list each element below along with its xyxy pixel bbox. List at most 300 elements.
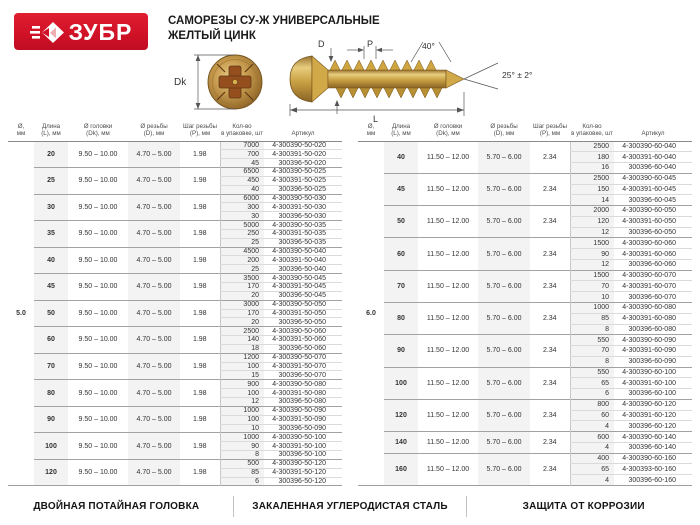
article-cell: 4-300391-60-045 xyxy=(614,184,692,195)
quantity-cell: 85 xyxy=(220,468,264,477)
table-row xyxy=(8,247,342,256)
pitch-cell: 1.98 xyxy=(192,150,207,158)
article-cell: 4-300390-50-030 xyxy=(264,194,342,203)
table-row xyxy=(8,327,342,336)
quantity-cell: 45 xyxy=(220,159,264,168)
length-cell: 100 xyxy=(384,367,418,399)
head-diameter-cell: 9.50 – 10.00 xyxy=(68,380,128,407)
quantity-cell: 150 xyxy=(570,184,614,195)
article-cell: 4-300391-60-060 xyxy=(614,249,692,260)
article-cell: 4-300391-50-080 xyxy=(264,389,342,398)
column-header: Ø, мм xyxy=(358,118,384,141)
article-cell: 300396-50-025 xyxy=(278,186,326,194)
article-cell: 300396-50-050 xyxy=(278,318,326,326)
column-header: Ø резьбы (D), мм xyxy=(478,118,530,141)
article-cell: 4-300390-60-045 xyxy=(614,173,692,184)
quantity-cell: 14 xyxy=(570,195,614,206)
article-cell: 300396-60-090 xyxy=(628,358,676,366)
article-cell: 4-300391-60-090 xyxy=(614,346,692,357)
column-header: Артикул xyxy=(264,118,342,141)
article-cell: 300396-60-140 xyxy=(628,444,676,452)
length-cell: 45 xyxy=(34,274,68,301)
thread-diameter-cell: 4.70 – 5.00 xyxy=(128,327,180,354)
pitch-cell: 2.34 xyxy=(530,453,570,485)
thread-diameter-cell: 4.70 – 5.00 xyxy=(128,380,180,407)
article-cell: 4-300391-60-100 xyxy=(614,378,692,389)
article-cell: 4-300391-60-070 xyxy=(614,281,692,292)
quantity-cell: 450 xyxy=(220,176,264,185)
article-cell: 4-300390-60-040 xyxy=(614,141,692,152)
thread-diameter-cell: 4.70 – 5.00 xyxy=(128,433,180,460)
column-header: Артикул xyxy=(614,118,692,141)
quantity-cell: 900 xyxy=(220,380,264,389)
head-diameter-cell: 11.50 – 12.00 xyxy=(418,399,478,431)
quantity-cell: 18 xyxy=(220,344,264,353)
quantity-cell: 140 xyxy=(220,336,264,345)
table-row xyxy=(8,353,342,362)
quantity-cell: 6000 xyxy=(220,194,264,203)
length-cell: 40 xyxy=(384,141,418,173)
quantity-cell: 3000 xyxy=(220,300,264,309)
head-diameter-cell: 9.50 – 10.00 xyxy=(68,247,128,274)
head-diameter-cell: 11.50 – 12.00 xyxy=(426,153,470,161)
quantity-cell: 16 xyxy=(570,163,614,174)
quantity-cell: 100 xyxy=(220,415,264,424)
quantity-cell: 30 xyxy=(220,212,264,221)
d-label: D xyxy=(318,39,325,49)
table-row xyxy=(358,432,692,443)
article-cell: 4-300390-50-020 xyxy=(264,141,342,150)
zubr-logo xyxy=(14,13,148,50)
length-cell: 50 xyxy=(34,300,68,327)
pitch-cell: 2.34 xyxy=(530,399,570,431)
article-cell: 4-300391-60-080 xyxy=(614,313,692,324)
table-row xyxy=(8,141,342,150)
article-cell: 4-300390-50-070 xyxy=(264,353,342,362)
pitch-cell: 1.98 xyxy=(180,406,220,433)
table-row xyxy=(8,459,342,468)
quantity-cell: 120 xyxy=(570,216,614,227)
quantity-cell: 4 xyxy=(570,475,614,486)
quantity-cell: 7000 xyxy=(220,141,264,150)
screw-head-top-view xyxy=(208,55,262,109)
thread-diameter-cell: 4.70 – 5.00 xyxy=(128,168,180,195)
quantity-cell: 10 xyxy=(570,292,614,303)
table-row xyxy=(8,274,342,283)
article-cell: 300396-60-040 xyxy=(628,164,676,172)
head-diameter-cell: 9.50 – 10.00 xyxy=(78,150,118,158)
quantity-cell: 700 xyxy=(220,150,264,159)
pitch-cell: 2.34 xyxy=(530,270,570,302)
head-diameter-cell: 11.50 – 12.00 xyxy=(418,238,478,270)
page-title-line2: ЖЕЛТЫЙ ЦИНК xyxy=(168,29,256,42)
quantity-cell: 4 xyxy=(570,442,614,453)
article-cell: 4-300390-50-080 xyxy=(264,380,342,389)
head-diameter-cell: 11.50 – 12.00 xyxy=(418,302,478,334)
head-diameter-cell: 11.50 – 12.00 xyxy=(418,367,478,399)
pitch-cell: 1.98 xyxy=(180,247,220,274)
pitch-cell: 2.34 xyxy=(530,173,570,205)
thread-diameter-cell: 5.70 – 6.00 xyxy=(478,141,530,173)
spec-table-diameter-5 xyxy=(8,118,342,486)
pitch-cell: 1.98 xyxy=(180,433,220,460)
length-cell: 120 xyxy=(384,399,418,431)
thread-diameter-cell: 4.70 – 5.00 xyxy=(128,247,180,274)
article-cell: 4-300390-50-045 xyxy=(264,274,342,283)
head-diameter-cell: 9.50 – 10.00 xyxy=(68,300,128,327)
quantity-cell: 2000 xyxy=(570,206,614,217)
quantity-cell: 170 xyxy=(220,283,264,292)
length-cell: 40 xyxy=(34,247,68,274)
pitch-cell: 1.98 xyxy=(180,274,220,301)
thread-diameter-cell: 5.70 – 6.00 xyxy=(478,453,530,485)
article-cell: 4-300391-50-025 xyxy=(264,176,342,185)
article-cell: 4-300391-50-045 xyxy=(264,283,342,292)
head-diameter-cell: 9.50 – 10.00 xyxy=(68,353,128,380)
quantity-cell: 70 xyxy=(570,346,614,357)
head-diameter-cell: 9.50 – 10.00 xyxy=(68,168,128,195)
table-row xyxy=(358,335,692,346)
pitch-cell: 2.34 xyxy=(530,432,570,454)
article-cell: 300396-50-120 xyxy=(278,477,326,485)
quantity-cell: 400 xyxy=(570,453,614,464)
article-cell: 4-300390-50-025 xyxy=(264,168,342,177)
quantity-cell: 25 xyxy=(220,265,264,274)
length-cell: 80 xyxy=(384,302,418,334)
thread-angle-annotation xyxy=(411,41,451,62)
article-cell: 300396-50-030 xyxy=(278,212,326,220)
quantity-cell: 20 xyxy=(220,291,264,300)
column-header: Длина (L), мм xyxy=(34,118,68,141)
table-row xyxy=(358,302,692,313)
column-header: Длина (L), мм xyxy=(384,118,418,141)
feature-hardened-steel: ЗАКАЛЕННАЯ УГЛЕРОДИСТАЯ СТАЛЬ xyxy=(252,500,448,512)
pitch-cell: 1.98 xyxy=(180,168,220,195)
pitch-cell: 1.98 xyxy=(180,194,220,221)
quantity-cell: 1500 xyxy=(570,270,614,281)
quantity-cell: 300 xyxy=(220,203,264,212)
quantity-cell: 25 xyxy=(220,238,264,247)
quantity-cell: 90 xyxy=(570,249,614,260)
length-label: L xyxy=(373,114,379,124)
thread-diameter-cell: 4.70 – 5.00 xyxy=(128,141,180,168)
article-cell: 4-300393-60-160 xyxy=(614,464,692,475)
thread-diameter-cell: 5.70 – 6.00 xyxy=(478,206,530,238)
table-row xyxy=(8,194,342,203)
table-row xyxy=(8,406,342,415)
quantity-cell: 40 xyxy=(220,185,264,194)
thread-diameter-cell: 4.70 – 5.00 xyxy=(128,274,180,301)
column-header: Ø головки (Dk), мм xyxy=(68,118,128,141)
quantity-cell: 10 xyxy=(220,424,264,433)
quantity-cell: 600 xyxy=(570,432,614,443)
article-cell: 300396-60-080 xyxy=(628,325,676,333)
table-row xyxy=(8,221,342,230)
pitch-cell: 1.98 xyxy=(180,300,220,327)
quantity-cell: 1000 xyxy=(570,302,614,313)
quantity-cell: 500 xyxy=(220,459,264,468)
article-cell: 300396-50-020 xyxy=(278,159,326,167)
column-header: Кол-во в упаковке, шт xyxy=(570,118,614,141)
article-cell: 300396-60-160 xyxy=(628,476,676,484)
head-diameter-cell: 11.50 – 12.00 xyxy=(418,206,478,238)
column-header: Ø головки (Dk), мм xyxy=(418,118,478,141)
thread-diameter-cell: 5.70 – 6.00 xyxy=(478,302,530,334)
thread-diameter-cell: 5.70 – 6.00 xyxy=(478,432,530,454)
pozidriv-recess-icon xyxy=(217,64,253,100)
pitch-cell: 1.98 xyxy=(180,459,220,486)
quantity-cell: 4500 xyxy=(220,247,264,256)
column-header: Ø, мм xyxy=(8,118,34,141)
quantity-cell: 6500 xyxy=(220,168,264,177)
screw-technical-drawing xyxy=(150,36,700,126)
quantity-cell: 90 xyxy=(220,442,264,451)
article-cell: 4-300390-60-160 xyxy=(614,453,692,464)
thread-diameter-cell: 4.70 – 5.00 xyxy=(128,300,180,327)
length-cell: 160 xyxy=(384,453,418,485)
table-row xyxy=(358,399,692,410)
quantity-cell: 550 xyxy=(570,367,614,378)
article-cell: 300396-50-090 xyxy=(278,424,326,432)
length-cell: 90 xyxy=(34,406,68,433)
article-cell: 4-300390-50-100 xyxy=(264,433,342,442)
length-cell: 140 xyxy=(384,432,418,454)
length-cell: 25 xyxy=(34,168,68,195)
length-cell: 120 xyxy=(34,459,68,486)
article-cell: 4-300390-60-100 xyxy=(614,367,692,378)
column-header: Шаг резьбы (P), мм xyxy=(530,118,570,141)
length-cell: 70 xyxy=(384,270,418,302)
quantity-cell: 60 xyxy=(570,410,614,421)
length-cell: 60 xyxy=(34,327,68,354)
pitch-cell: 2.34 xyxy=(530,238,570,270)
quantity-cell: 1500 xyxy=(570,238,614,249)
pitch-dimension xyxy=(347,39,393,59)
article-cell: 300396-50-060 xyxy=(278,345,326,353)
page-title-line1: САМОРЕЗЫ СУ-Ж УНИВЕРСАЛЬНЫЕ xyxy=(168,15,380,27)
tip-angle-annotation xyxy=(464,63,532,89)
article-cell: 4-300391-50-020 xyxy=(264,150,342,159)
quantity-cell: 1000 xyxy=(220,406,264,415)
article-cell: 4-300390-60-070 xyxy=(614,270,692,281)
table-row xyxy=(358,270,692,281)
article-cell: 4-300391-60-050 xyxy=(614,216,692,227)
article-cell: 4-300391-50-070 xyxy=(264,362,342,371)
quantity-cell: 800 xyxy=(570,399,614,410)
length-cell: 80 xyxy=(34,380,68,407)
quantity-cell: 8 xyxy=(570,324,614,335)
table-row xyxy=(358,141,692,152)
thread-diameter-cell: 5.70 – 6.00 xyxy=(478,270,530,302)
article-cell: 300396-60-120 xyxy=(628,422,676,430)
thread-diameter-cell: 5.70 – 6.00 xyxy=(478,335,530,367)
article-cell: 4-300391-50-030 xyxy=(264,203,342,212)
article-cell: 4-300390-60-050 xyxy=(614,206,692,217)
length-cell: 70 xyxy=(34,353,68,380)
quantity-cell: 6 xyxy=(570,389,614,400)
article-cell: 4-300391-50-090 xyxy=(264,415,342,424)
article-cell: 300396-50-080 xyxy=(278,398,326,406)
feature-footer xyxy=(0,492,700,520)
head-diameter-cell: 9.50 – 10.00 xyxy=(68,433,128,460)
column-header: Кол-во в упаковке, шт xyxy=(220,118,264,141)
article-cell: 300396-50-045 xyxy=(278,292,326,300)
spec-table-diameter-6 xyxy=(358,118,692,486)
article-cell: 4-300391-50-040 xyxy=(264,256,342,265)
head-diameter-cell: 11.50 – 12.00 xyxy=(418,173,478,205)
article-cell: 4-300390-50-060 xyxy=(264,327,342,336)
pitch-cell: 1.98 xyxy=(180,353,220,380)
quantity-cell: 65 xyxy=(570,378,614,389)
article-cell: 4-300391-50-100 xyxy=(264,442,342,451)
pitch-cell: 1.98 xyxy=(180,327,220,354)
screw-side-view xyxy=(290,56,464,102)
quantity-cell: 3500 xyxy=(220,274,264,283)
table-row xyxy=(8,380,342,389)
head-diameter-cell: 9.50 – 10.00 xyxy=(68,194,128,221)
head-diameter-cell: 11.50 – 12.00 xyxy=(418,453,478,485)
thread-diameter-cell: 4.70 – 5.00 xyxy=(128,353,180,380)
quantity-cell: 12 xyxy=(570,259,614,270)
quantity-cell: 1000 xyxy=(220,433,264,442)
pitch-cell: 2.34 xyxy=(530,335,570,367)
quantity-cell: 4 xyxy=(570,421,614,432)
column-header: Ø резьбы (D), мм xyxy=(128,118,180,141)
quantity-cell: 15 xyxy=(220,371,264,380)
dk-label: Dk xyxy=(174,77,187,88)
quantity-cell: 170 xyxy=(220,309,264,318)
length-cell: 60 xyxy=(384,238,418,270)
article-cell: 4-300390-50-050 xyxy=(264,300,342,309)
article-cell: 300396-50-035 xyxy=(278,239,326,247)
quantity-cell: 100 xyxy=(220,362,264,371)
thread-angle-label: 40° xyxy=(422,41,435,51)
quantity-cell: 100 xyxy=(220,389,264,398)
quantity-cell: 2500 xyxy=(570,141,614,152)
article-cell: 300396-50-040 xyxy=(278,265,326,273)
length-cell: 35 xyxy=(34,221,68,248)
column-header: Шаг резьбы (P), мм xyxy=(180,118,220,141)
pitch-cell: 2.34 xyxy=(530,206,570,238)
length-cell: 100 xyxy=(34,433,68,460)
pitch-cell: 2.34 xyxy=(530,302,570,334)
quantity-cell: 65 xyxy=(570,464,614,475)
quantity-cell: 12 xyxy=(570,227,614,238)
article-cell: 4-300391-60-120 xyxy=(614,410,692,421)
tip-angle-label: 25° ± 2° xyxy=(502,70,533,80)
quantity-cell: 250 xyxy=(220,229,264,238)
article-cell: 4-300390-60-080 xyxy=(614,302,692,313)
quantity-cell: 6 xyxy=(220,477,264,486)
quantity-cell: 200 xyxy=(220,256,264,265)
table-row xyxy=(358,453,692,464)
article-cell: 4-300390-60-120 xyxy=(614,399,692,410)
quantity-cell: 12 xyxy=(220,397,264,406)
thread-diameter-cell: 4.70 – 5.00 xyxy=(128,459,180,486)
head-diameter-cell: 9.50 – 10.00 xyxy=(68,274,128,301)
article-cell: 4-300390-50-035 xyxy=(264,221,342,230)
thread-diameter-cell: 4.70 – 5.00 xyxy=(128,221,180,248)
quantity-cell: 8 xyxy=(570,356,614,367)
table-row xyxy=(8,300,342,309)
article-cell: 4-300391-50-120 xyxy=(264,468,342,477)
table-header-row xyxy=(358,118,692,141)
table-row xyxy=(358,173,692,184)
article-cell: 300396-60-050 xyxy=(628,229,676,236)
article-cell: 300396-50-100 xyxy=(278,451,326,459)
article-cell: 300396-50-070 xyxy=(278,371,326,379)
article-cell: 4-300390-50-040 xyxy=(264,247,342,256)
article-cell: 4-300391-50-035 xyxy=(264,229,342,238)
article-cell: 4-300390-50-090 xyxy=(264,406,342,415)
article-cell: 4-300391-60-040 xyxy=(614,152,692,163)
quantity-cell: 5000 xyxy=(220,221,264,230)
article-cell: 4-300390-50-120 xyxy=(264,459,342,468)
quantity-cell: 180 xyxy=(570,152,614,163)
article-cell: 300396-60-045 xyxy=(628,196,676,204)
table-row xyxy=(358,367,692,378)
table-header-row xyxy=(8,118,342,141)
pitch-cell: 1.98 xyxy=(180,380,220,407)
table-row xyxy=(358,206,692,217)
quantity-cell: 70 xyxy=(570,281,614,292)
thread-diameter-cell: 5.70 – 6.00 xyxy=(478,173,530,205)
head-diameter-cell: 11.50 – 12.00 xyxy=(418,335,478,367)
head-diameter-cell: 9.50 – 10.00 xyxy=(68,459,128,486)
quantity-cell: 85 xyxy=(570,313,614,324)
quantity-cell: 20 xyxy=(220,318,264,327)
head-diameter-cell: 9.50 – 10.00 xyxy=(68,327,128,354)
thread-diameter-cell: 5.70 – 6.00 xyxy=(478,367,530,399)
thread-diameter-cell: 5.70 – 6.00 xyxy=(478,238,530,270)
article-cell: 300396-60-070 xyxy=(628,293,676,301)
article-cell: 4-300391-50-050 xyxy=(264,309,342,318)
pitch-cell: 2.34 xyxy=(542,153,557,161)
quantity-cell: 550 xyxy=(570,335,614,346)
thread-diameter-cell: 4.70 – 5.00 xyxy=(128,194,180,221)
article-cell: 300396-60-060 xyxy=(628,261,676,269)
feature-double-countersunk-head: ДВОЙНАЯ ПОТАЙНАЯ ГОЛОВКА xyxy=(33,500,200,512)
pitch-label: P xyxy=(367,39,374,49)
thread-diameter-cell: 5.70 – 6.00 xyxy=(478,399,530,431)
pitch-cell: 1.98 xyxy=(180,221,220,248)
quantity-cell: 1200 xyxy=(220,353,264,362)
feature-corrosion-protection: ЗАЩИТА ОТ КОРРОЗИИ xyxy=(522,500,645,512)
article-cell: 4-300390-60-090 xyxy=(614,335,692,346)
diameter-cell: 5.0 xyxy=(8,141,34,486)
head-diameter-cell: 9.50 – 10.00 xyxy=(68,221,128,248)
article-cell: 300396-60-100 xyxy=(628,390,676,398)
zubr-arrow-icon xyxy=(30,16,64,48)
pitch-cell: 2.34 xyxy=(530,367,570,399)
quantity-cell: 2500 xyxy=(220,327,264,336)
article-cell: 4-300391-50-060 xyxy=(264,336,342,345)
logo-brand-text: ЗУБР xyxy=(68,18,133,45)
table-row xyxy=(358,238,692,249)
quantity-cell: 8 xyxy=(220,451,264,460)
length-cell: 45 xyxy=(384,173,418,205)
length-cell: 20 xyxy=(34,141,68,168)
diameter-cell: 6.0 xyxy=(358,141,384,486)
length-cell: 50 xyxy=(384,206,418,238)
thread-diameter-cell: 4.70 – 5.00 xyxy=(128,406,180,433)
article-cell: 4-300390-60-140 xyxy=(614,432,692,443)
head-diameter-cell: 11.50 – 12.00 xyxy=(418,432,478,454)
length-cell: 90 xyxy=(384,335,418,367)
table-row xyxy=(8,168,342,177)
quantity-cell: 2500 xyxy=(570,173,614,184)
table-row xyxy=(8,433,342,442)
